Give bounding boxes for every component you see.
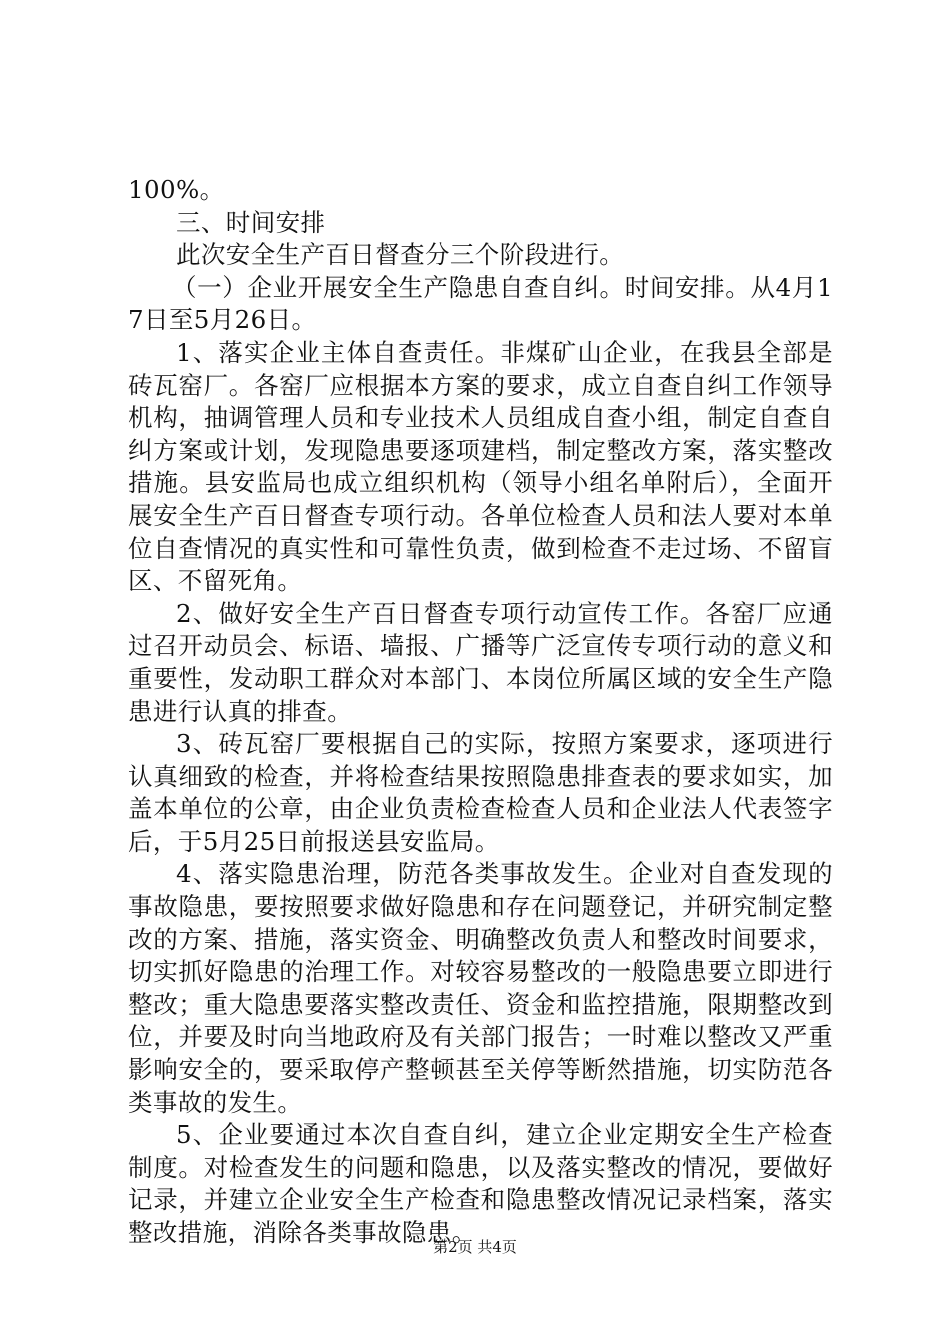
paragraph-item-2: 2、做好安全生产百日督查专项行动宣传工作。各窑厂应通过召开动员会、标语、墙报、广播等广泛宣传专项行动的意义和重要性，发动职工群众对本部门、本岗位所属区域的安全生产隐患进行认真的排查。 — [128, 598, 833, 726]
paragraph-item-1: 1、落实企业主体自查责任。非煤矿山企业，在我县全部是砖瓦窑厂。各窑厂应根据本方案的要求，成立自查自纠工作领导机构，抽调管理人员和专业技术人员组成自查小组，制定自查自纠方案或计划，发现隐患要逐项建档，制定整改方案，落实整改措施。县安监局也成立组织机构（领导小组名单附后），全面开展安全生产百日督查专项行动。各单位检查人员和法人要对本单位自查情况的真实性和可靠性负责，做到检查不走过场、不留盲区、不留死角。 — [128, 337, 833, 596]
section-heading-schedule: 三、时间安排 — [176, 207, 326, 237]
paragraph-continuation: 100%。 — [128, 175, 225, 204]
paragraph-stages-intro: 此次安全生产百日督查分三个阶段进行。 — [176, 240, 625, 270]
paragraph-item-4: 4、落实隐患治理，防范各类事故发生。企业对自查发现的事故隐患，要按照要求做好隐患和存在问题登记，并研究制定整改的方案、措施，落实资金、明确整改负责人和整改时间要求，切实抓好隐患的治理工作。对较容易整改的一般隐患要立即进行整改；重大隐患要落实整改责任、资金和监控措施，限期整改到位，并要及时向当地政府及有关部门报告；一时难以整改又严重影响安全的，要采取停产整顿甚至关停等断然措施，切实防范各类事故的发生。 — [128, 859, 833, 1117]
document-body — [128, 174, 833, 1250]
paragraph-item-5: 5、企业要通过本次自查自纠，建立企业定期安全生产检查制度。对检查发生的问题和隐患，以及落实整改的情况，要做好记录，并建立企业安全生产检查和隐患整改情况记录档案，落实整改措施，消除各类事故隐患。 — [128, 1120, 833, 1247]
subsection-heading-self-inspection: （一）企业开展安全生产隐患自查自纠。时间安排。从4月17日至5月26日。 — [128, 272, 833, 335]
page-number-footer: 第2页 共4页 — [433, 1238, 517, 1256]
paragraph-item-3: 3、砖瓦窑厂要根据自己的实际，按照方案要求，逐项进行认真细致的检查，并将检查结果按照隐患排查表的要求如实，加盖本单位的公章，由企业负责检查检查人员和企业法人代表签字后，于5月25日前报送县安监局。 — [128, 729, 833, 856]
